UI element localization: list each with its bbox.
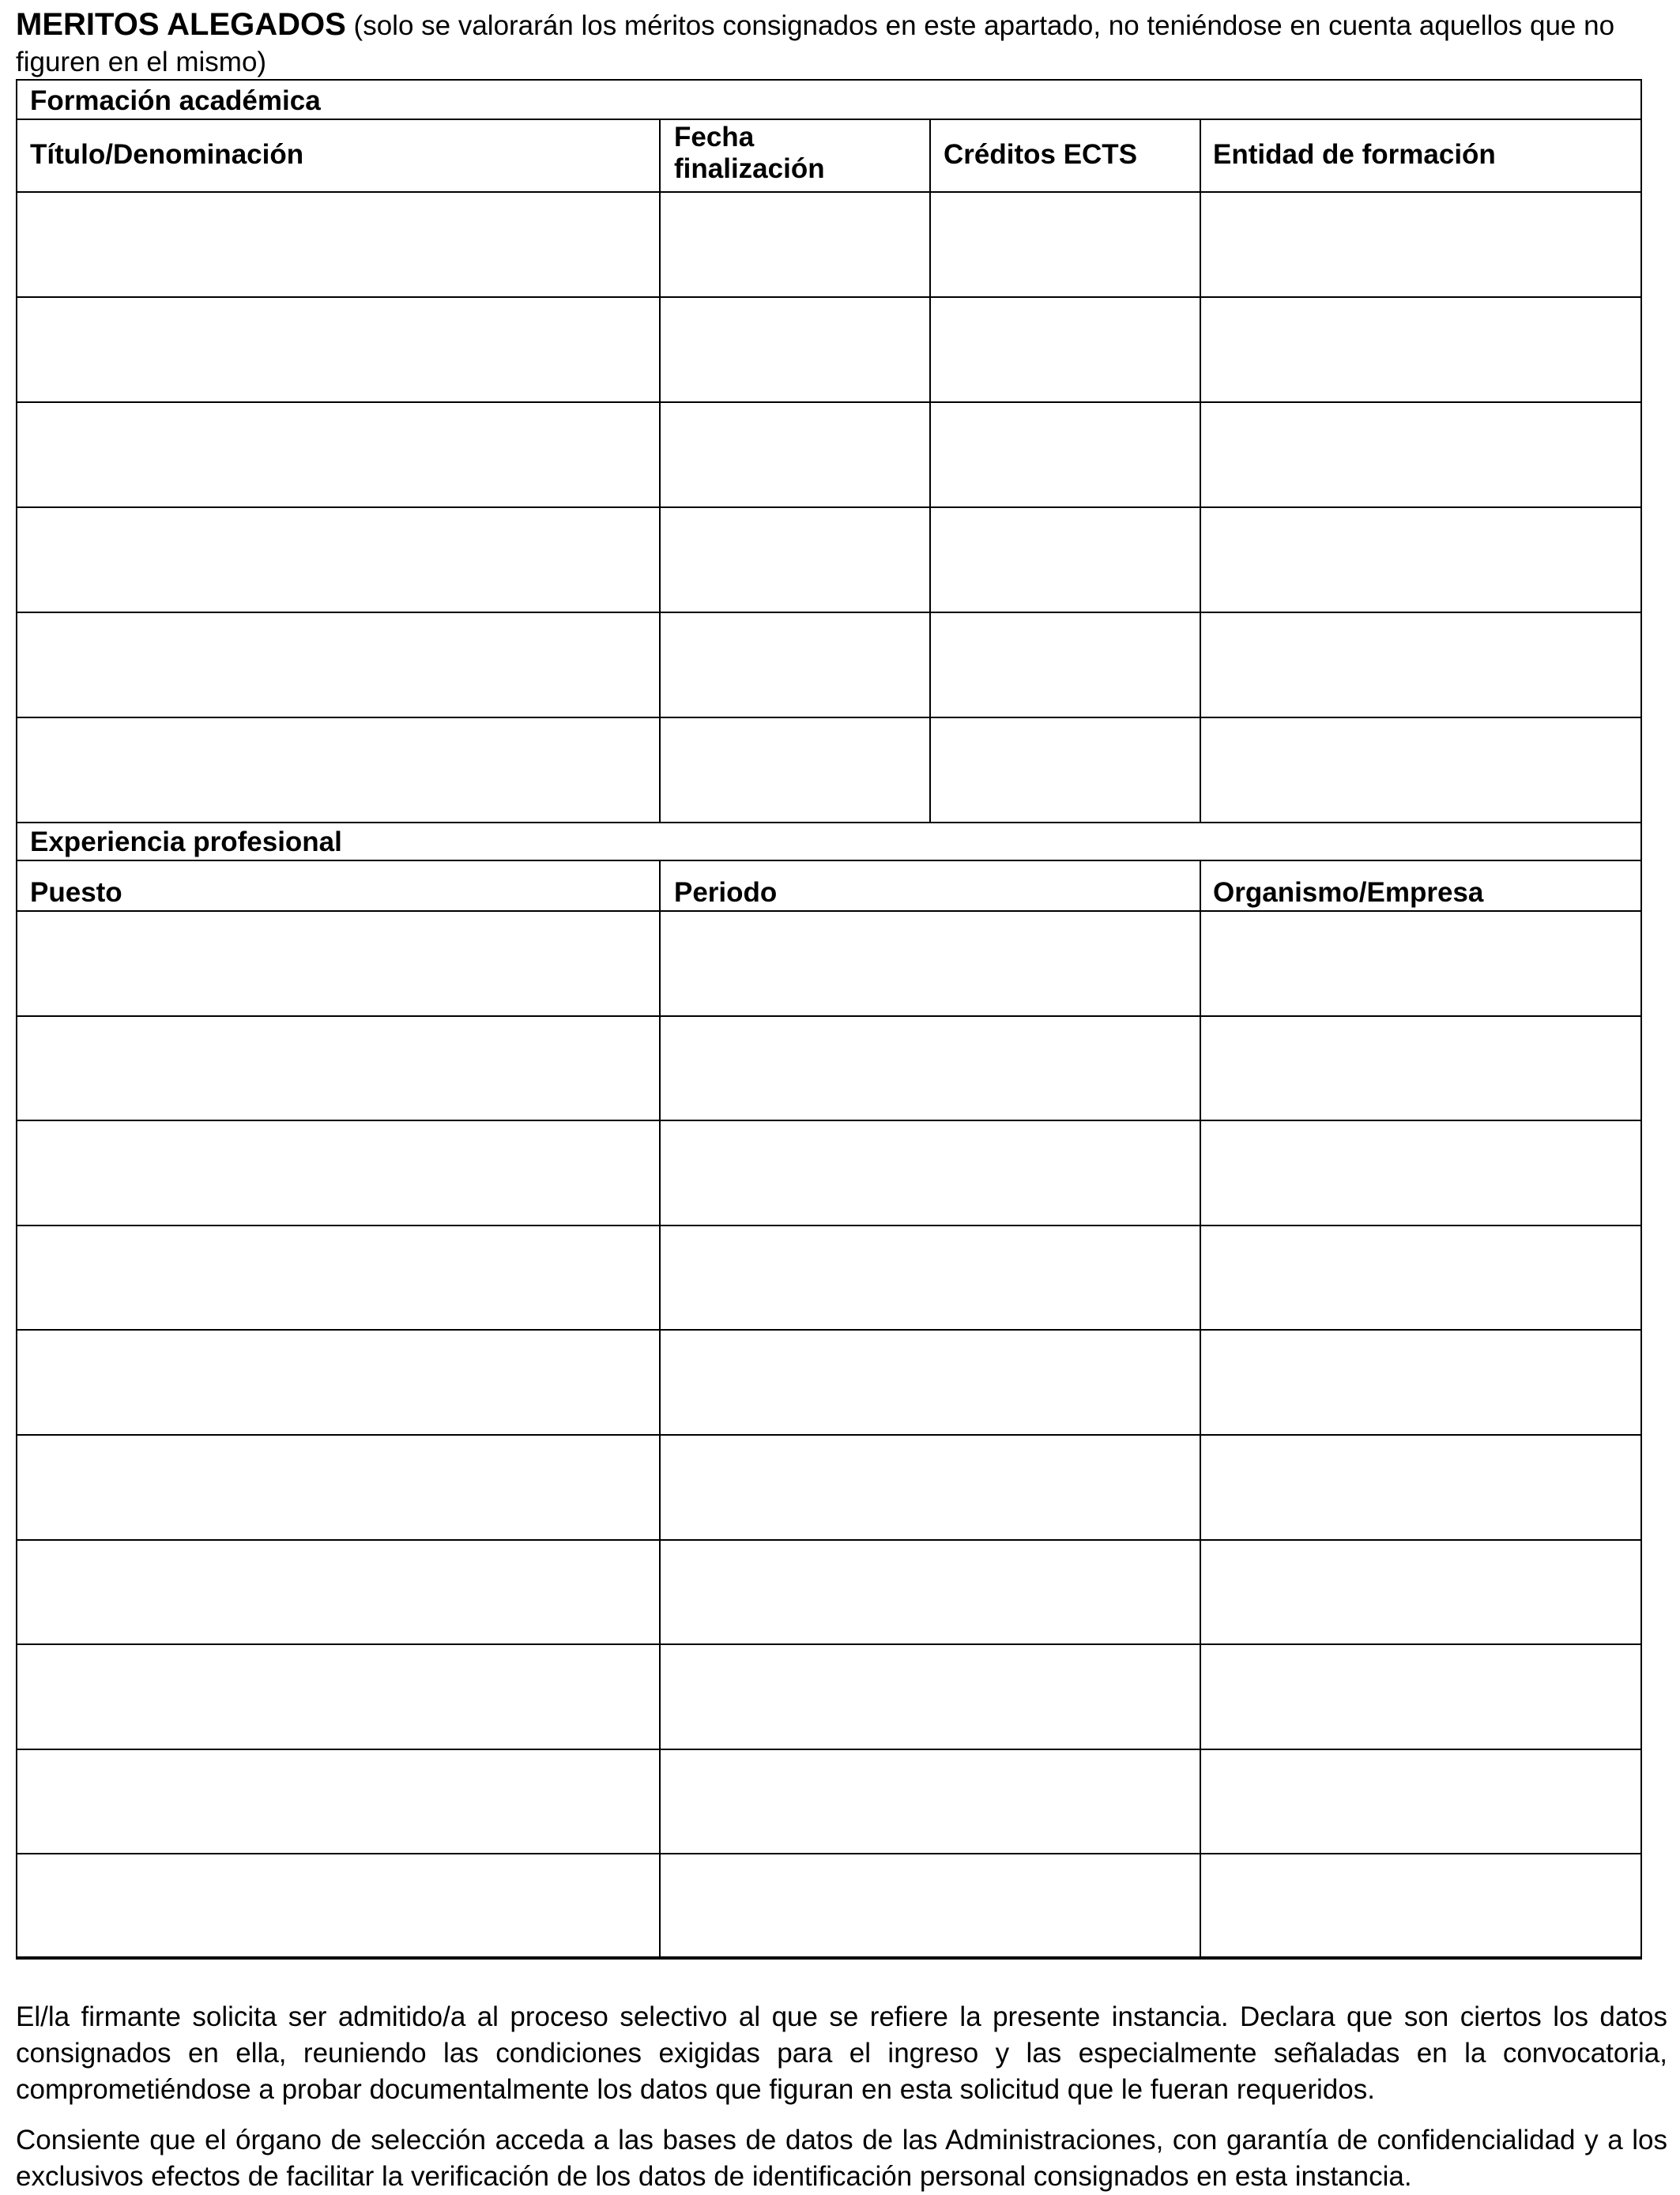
experiencia-input-cell[interactable] [1201, 1436, 1640, 1539]
formacion-row-divider [16, 822, 1642, 823]
experiencia-input-cell[interactable] [1201, 1541, 1640, 1643]
experiencia-input-cell[interactable] [17, 1331, 659, 1434]
formacion-input-cell[interactable] [931, 298, 1200, 401]
formacion-input-cell[interactable] [931, 613, 1200, 717]
formacion-col-fecha: Fecha finalización [674, 122, 825, 184]
formacion-input-cell[interactable] [661, 718, 929, 822]
heading-title: MERITOS ALEGADOS [16, 7, 346, 42]
formacion-input-cell[interactable] [17, 193, 659, 296]
formacion-input-cell[interactable] [661, 193, 929, 296]
formacion-input-cell[interactable] [931, 193, 1200, 296]
formacion-input-cell[interactable] [17, 718, 659, 822]
formacion-input-cell[interactable] [1201, 298, 1640, 401]
declaration-paragraph-1: El/la firmante solicita ser admitido/a al proceso selectivo al que se refiere la presente instancia. Declara que son ciertos los datos consignados en ella, reuniendo las condiciones exigidas para el ingreso y las especialmente señaladas en la convocatoria, comprometiéndose a probar documentalmente los datos que figuran en esta solicitud que le fueran requeridos. [16, 2001, 1667, 2105]
experiencia-input-cell[interactable] [17, 912, 659, 1015]
formacion-input-cell[interactable] [17, 403, 659, 506]
experiencia-input-cell[interactable] [1201, 912, 1640, 1015]
experiencia-input-cell[interactable] [1201, 1331, 1640, 1434]
formacion-input-cell[interactable] [1201, 613, 1640, 717]
experiencia-col-periodo: Periodo [674, 877, 778, 908]
experiencia-input-cell[interactable] [661, 1436, 1200, 1539]
formacion-col-entidad: Entidad de formación [1213, 139, 1496, 170]
heading-note: (solo se valorarán los méritos consignados en este apartado, no teniéndose en cuenta aquellos que no figuren en el mismo) [16, 10, 1615, 77]
experiencia-input-cell[interactable] [661, 1854, 1200, 1958]
experiencia-col-organismo: Organismo/Empresa [1213, 877, 1484, 908]
formacion-input-cell[interactable] [1201, 403, 1640, 506]
experiencia-input-cell[interactable] [17, 1121, 659, 1225]
experiencia-input-cell[interactable] [1201, 1017, 1640, 1120]
experiencia-input-cell[interactable] [661, 1331, 1200, 1434]
experiencia-row-divider [16, 1958, 1642, 1960]
experiencia-input-cell[interactable] [17, 1017, 659, 1120]
experiencia-input-cell[interactable] [17, 1854, 659, 1958]
formacion-input-cell[interactable] [17, 508, 659, 612]
experiencia-input-cell[interactable] [17, 1436, 659, 1539]
experiencia-input-cell[interactable] [17, 1645, 659, 1749]
formacion-input-cell[interactable] [661, 613, 929, 717]
experiencia-input-cell[interactable] [1201, 1645, 1640, 1749]
experiencia-input-cell[interactable] [17, 1541, 659, 1643]
experiencia-header-divider [16, 860, 1642, 861]
formacion-col-creditos: Créditos ECTS [944, 139, 1138, 170]
experiencia-input-cell[interactable] [661, 1121, 1200, 1225]
experiencia-input-cell[interactable] [661, 1750, 1200, 1853]
experiencia-input-cell[interactable] [661, 912, 1200, 1015]
formacion-input-cell[interactable] [1201, 508, 1640, 612]
formacion-input-cell[interactable] [931, 718, 1200, 822]
experiencia-input-cell[interactable] [661, 1226, 1200, 1329]
formacion-input-cell[interactable] [661, 298, 929, 401]
experiencia-input-cell[interactable] [17, 1750, 659, 1853]
experiencia-input-cell[interactable] [661, 1017, 1200, 1120]
experiencia-input-cell[interactable] [17, 1226, 659, 1329]
experiencia-input-cell[interactable] [661, 1645, 1200, 1749]
formacion-input-cell[interactable] [931, 508, 1200, 612]
form-heading [16, 6, 1667, 81]
formacion-col-titulo: Título/Denominación [30, 139, 304, 170]
formacion-input-cell[interactable] [1201, 718, 1640, 822]
formacion-input-cell[interactable] [931, 403, 1200, 506]
experiencia-input-cell[interactable] [1201, 1854, 1640, 1958]
formacion-input-cell[interactable] [661, 403, 929, 506]
experiencia-input-cell[interactable] [1201, 1121, 1640, 1225]
experiencia-input-cell[interactable] [1201, 1226, 1640, 1329]
experiencia-input-cell[interactable] [1201, 1750, 1640, 1853]
formacion-section-title: Formación académica [30, 85, 321, 116]
formacion-header-divider [16, 119, 1642, 120]
experiencia-input-cell[interactable] [661, 1541, 1200, 1643]
formacion-input-cell[interactable] [1201, 193, 1640, 296]
formacion-input-cell[interactable] [17, 613, 659, 717]
declaration-paragraph-2: Consiente que el órgano de selección acceda a las bases de datos de las Administraciones, con garantía de confidencialidad y a los exclusivos efectos de facilitar la verificación de los datos de identificación personal consignados en esta instancia. [16, 2125, 1667, 2192]
formacion-input-cell[interactable] [661, 508, 929, 612]
formacion-input-cell[interactable] [17, 298, 659, 401]
experiencia-section-title: Experiencia profesional [30, 826, 342, 857]
experiencia-col-puesto: Puesto [30, 877, 122, 908]
